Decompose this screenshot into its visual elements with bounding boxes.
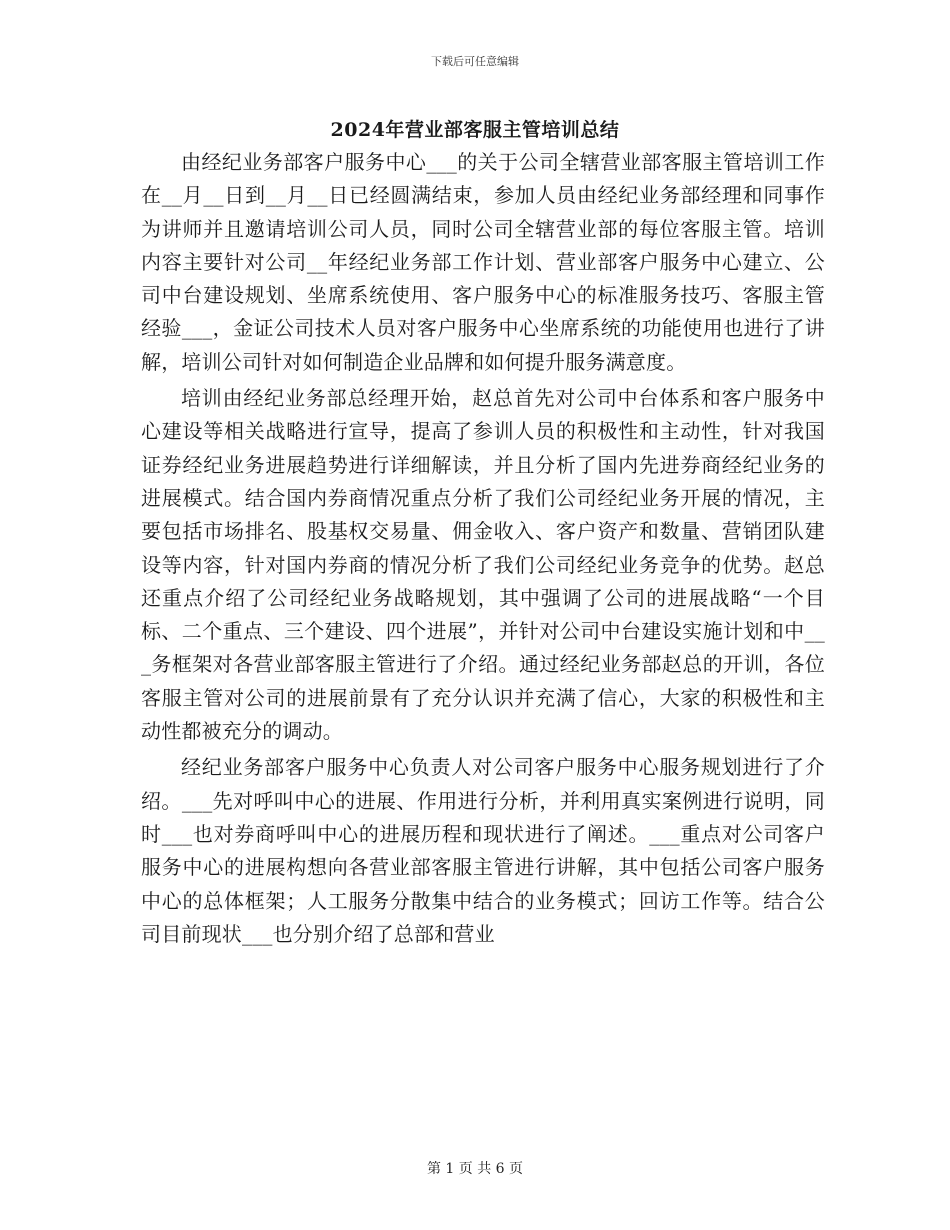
paragraph-2: 培训由经纪业务部总经理开始，赵总首先对公司中台体系和客户服务中心建设等相关战略进行宣导，提高了参训人员的积极性和主动性，针对我国证券经纪业务进展趋势进行详细解读，并且分析了国内先进券商经纪业务的进展模式。结合国内券商情况重点分析了我们公司经纪业务开展的情况，主要包括市场排名、股基权交易量、佣金收入、客户资产和数量、营销团队建设等内容，针对国内券商的情况分析了我们公司经纪业务竞争的优势。赵总还重点介绍了公司经纪业务战略规划，其中强调了公司的进展战略“一个目标、二个重点、三个建设、四个进展”，并针对公司中台建设实施计划和中___务框架对各营业部客服主管进行了介绍。通过经纪业务部赵总的开训，各位客服主管对公司的进展前景有了充分认识并充满了信心，大家的积极性和主动性都被充分的调动。 — [141, 386, 825, 744]
document-title: 2024年营业部客服主管培训总结 — [330, 119, 620, 141]
paragraph-1: 由经纪业务部客户服务中心___的关于公司全辖营业部客服主管培训工作在__月__日到__月__日已经圆满结束，参加人员由经纪业务部经理和同事作为讲师并且邀请培训公司人员，同时公司全辖营业部的每位客服主管。培训内容主要针对公司__年经纪业务部工作计划、营业部客户服务中心建立、公司中台建设规划、坐席系统使用、客户服务中心的标准服务技巧、客服主管经验___，金证公司技术人员对客户服务中心坐席系统的功能使用也进行了讲解，培训公司针对如何制造企业品牌和如何提升服务满意度。 — [141, 150, 825, 374]
paragraph-3: 经纪业务部客户服务中心负责人对公司客户服务中心服务规划进行了介绍。___先对呼叫中心的进展、作用进行分析，并利用真实案例进行说明，同时___也对券商呼叫中心的进展历程和现状进行了阐述。___重点对公司客户服务中心的进展构想向各营业部客服主管进行讲解，其中包括公司客户服务中心的总体框架；人工服务分散集中结合的业务模式；回访工作等。结合公司目前现状___也分别介绍了总部和营业 — [141, 755, 825, 946]
page-number: 第 1 页 共 6 页 — [426, 1161, 524, 1177]
document-body — [141, 146, 825, 951]
header-note: 下载后可任意编辑 — [431, 55, 519, 68]
